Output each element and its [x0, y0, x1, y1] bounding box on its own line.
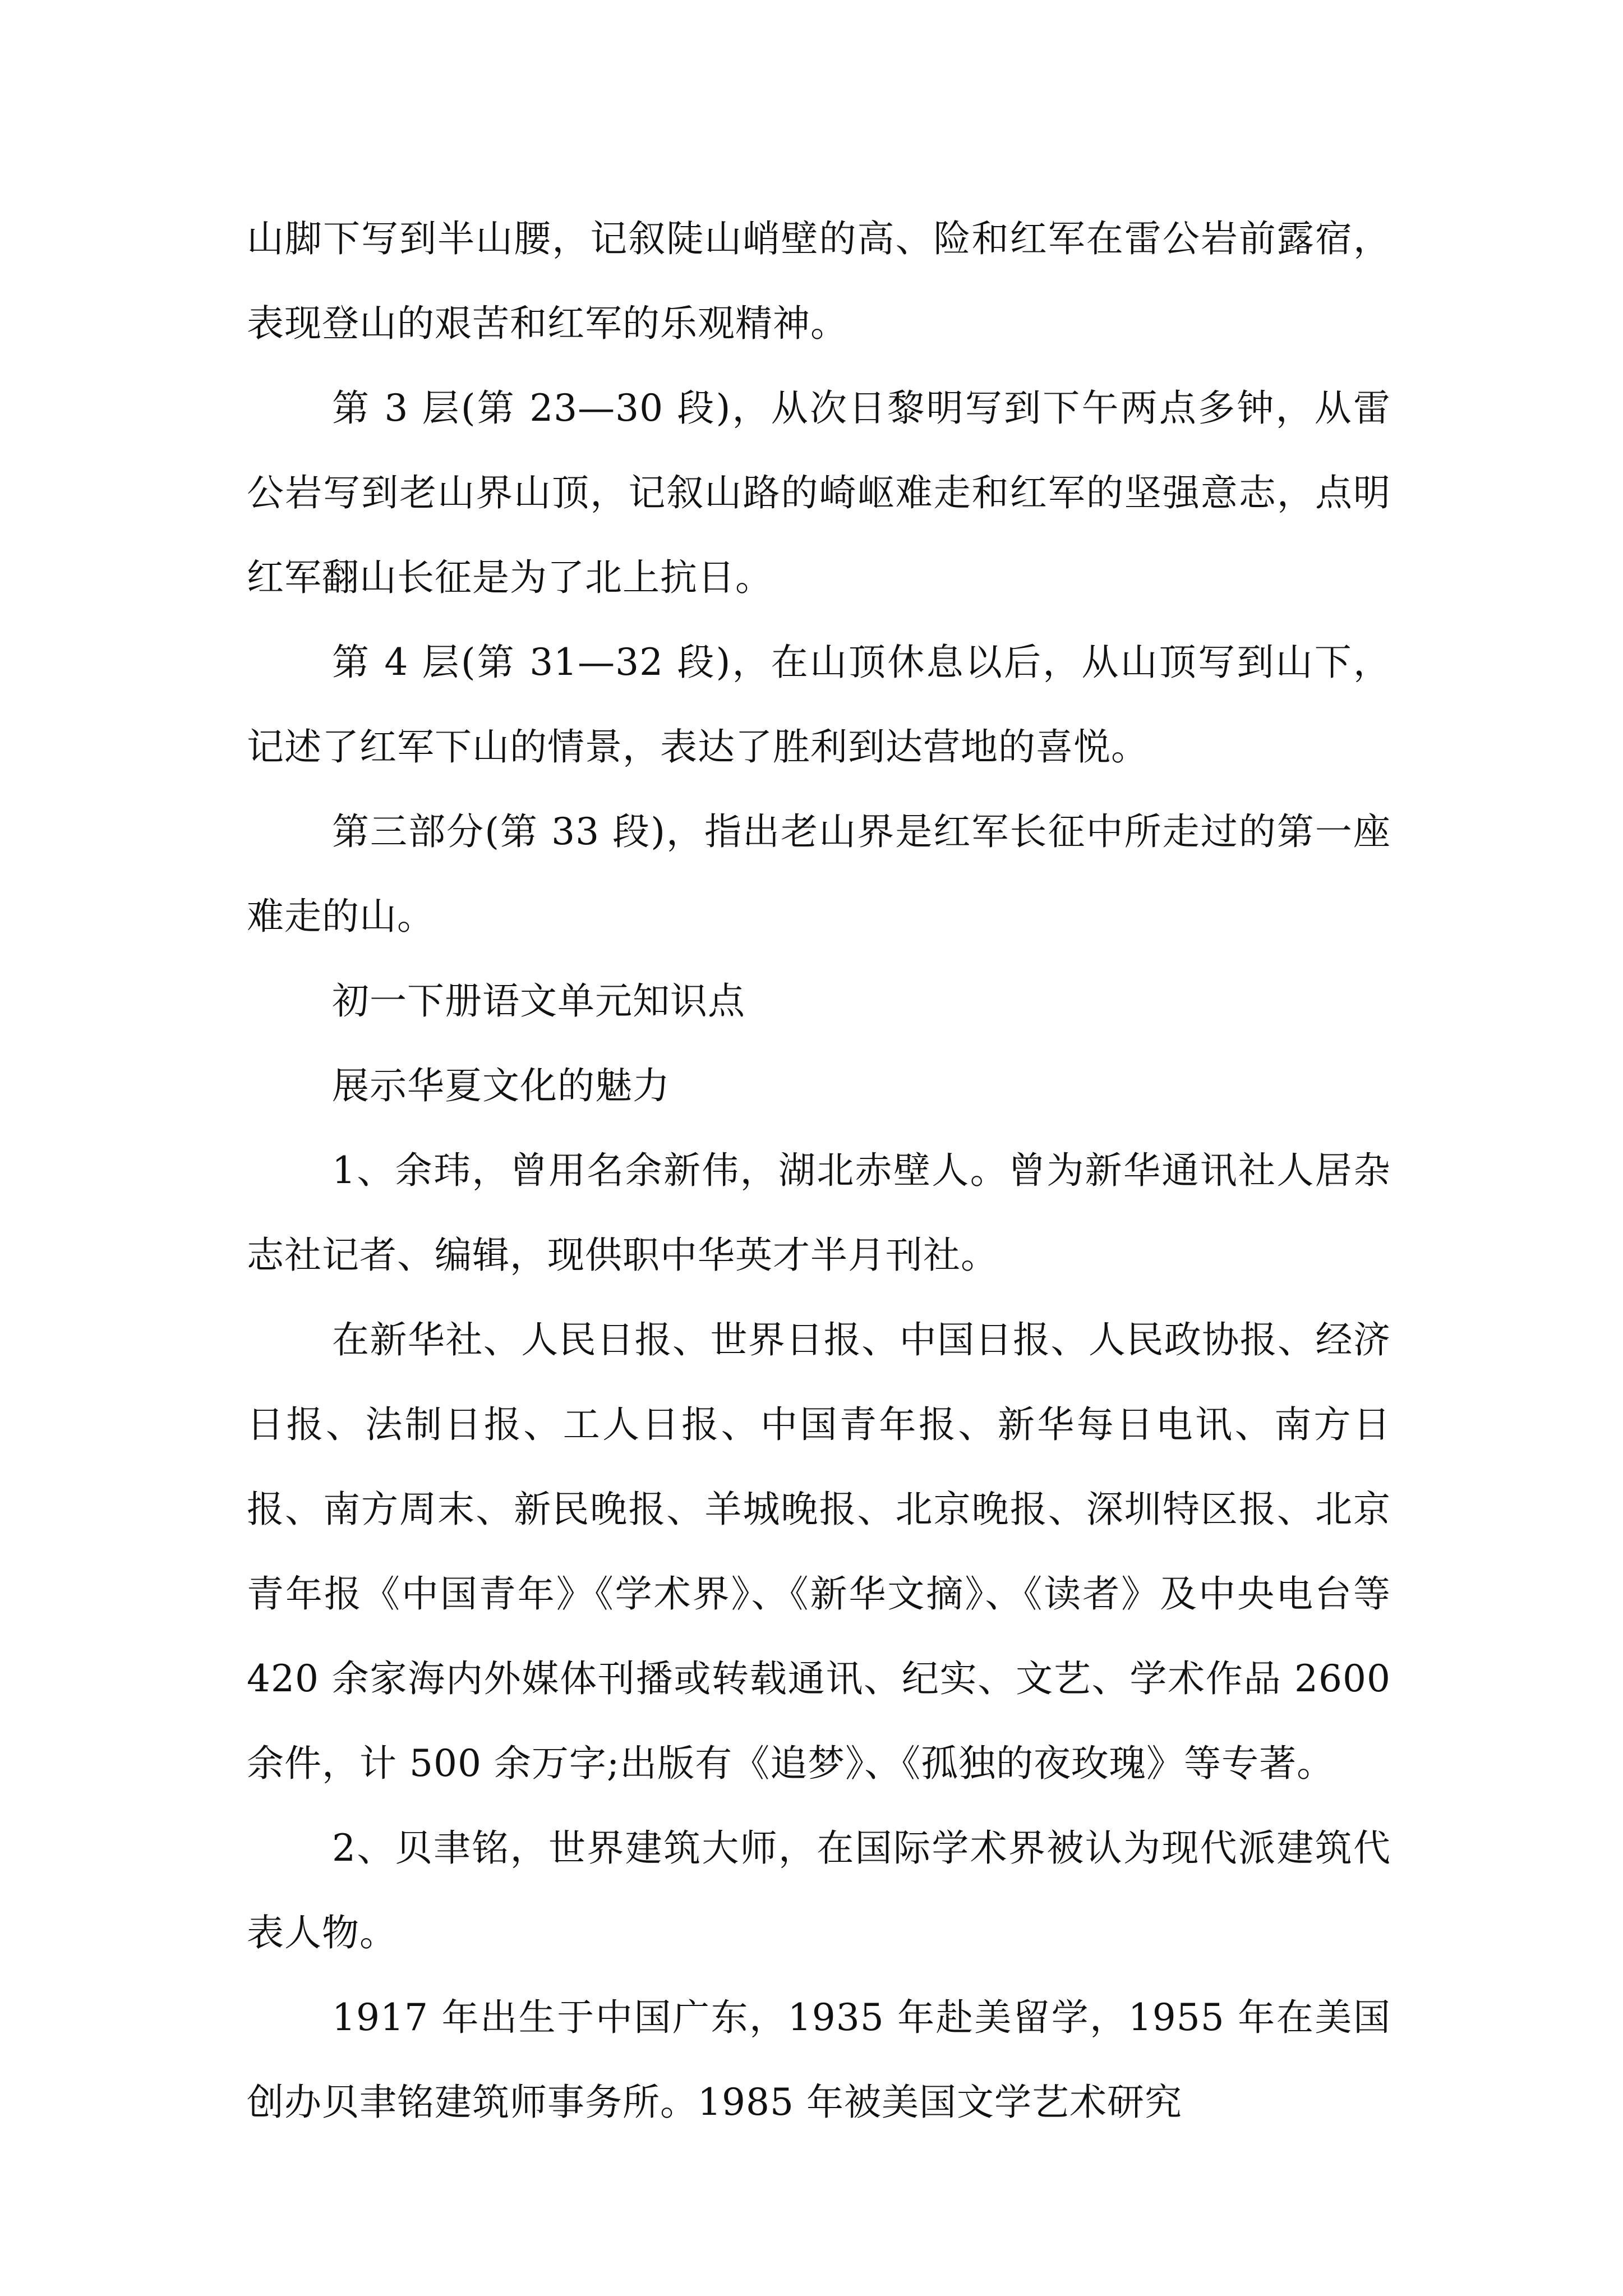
document-body	[247, 196, 1391, 2145]
paragraph-part-3: 第三部分(第 33 段)，指出老山界是红军长征中所走过的第一座难走的山。	[247, 810, 1391, 938]
paragraph-pei-biography: 1917 年出生于中国广东，1935 年赴美留学，1955 年在美国创办贝聿铭建筑师事务所。1985 年被美国文学艺术研究	[247, 1996, 1391, 2124]
paragraph-media-list: 在新华社、人民日报、世界日报、中国日报、人民政协报、经济日报、法制日报、工人日报、中国青年报、新华每日电讯、南方日报、南方周末、新民晚报、羊城晚报、北京晚报、深圳特区报、北京青年报《中国青年》《学术界》、《新华文摘》、《读者》及中央电台等 420 余家海内外媒体刊播或转载通讯、纪实、文艺、学术作品 2600 余件，计 500 余万字;出版有《追梦》、《孤独的夜玫瑰》等专著。	[247, 1318, 1391, 1785]
paragraph-continuation: 山脚下写到半山腰，记叙陡山峭壁的高、险和红军在雷公岩前露宿，表现登山的艰苦和红军的乐观精神。	[247, 217, 1391, 345]
paragraph-layer-4: 第 4 层(第 31—32 段)，在山顶休息以后，从山顶写到山下，记述了红军下山的情景，表达了胜利到达营地的喜悦。	[247, 641, 1391, 769]
paragraph-yu-wei: 1、余玮，曾用名余新伟，湖北赤壁人。曾为新华通讯社人居杂志社记者、编辑，现供职中华英才半月刊社。	[247, 1149, 1391, 1277]
subsection-heading: 展示华夏文化的魅力	[332, 1064, 670, 1107]
section-heading: 初一下册语文单元知识点	[332, 979, 745, 1023]
paragraph-ieoh-ming-pei: 2、贝聿铭，世界建筑大师，在国际学术界被认为现代派建筑代表人物。	[247, 1826, 1391, 1954]
paragraph-layer-3: 第 3 层(第 23—30 段)，从次日黎明写到下午两点多钟，从雷公岩写到老山界山顶，记叙山路的崎岖难走和红军的坚强意志，点明红军翻山长征是为了北上抗日。	[247, 386, 1391, 599]
